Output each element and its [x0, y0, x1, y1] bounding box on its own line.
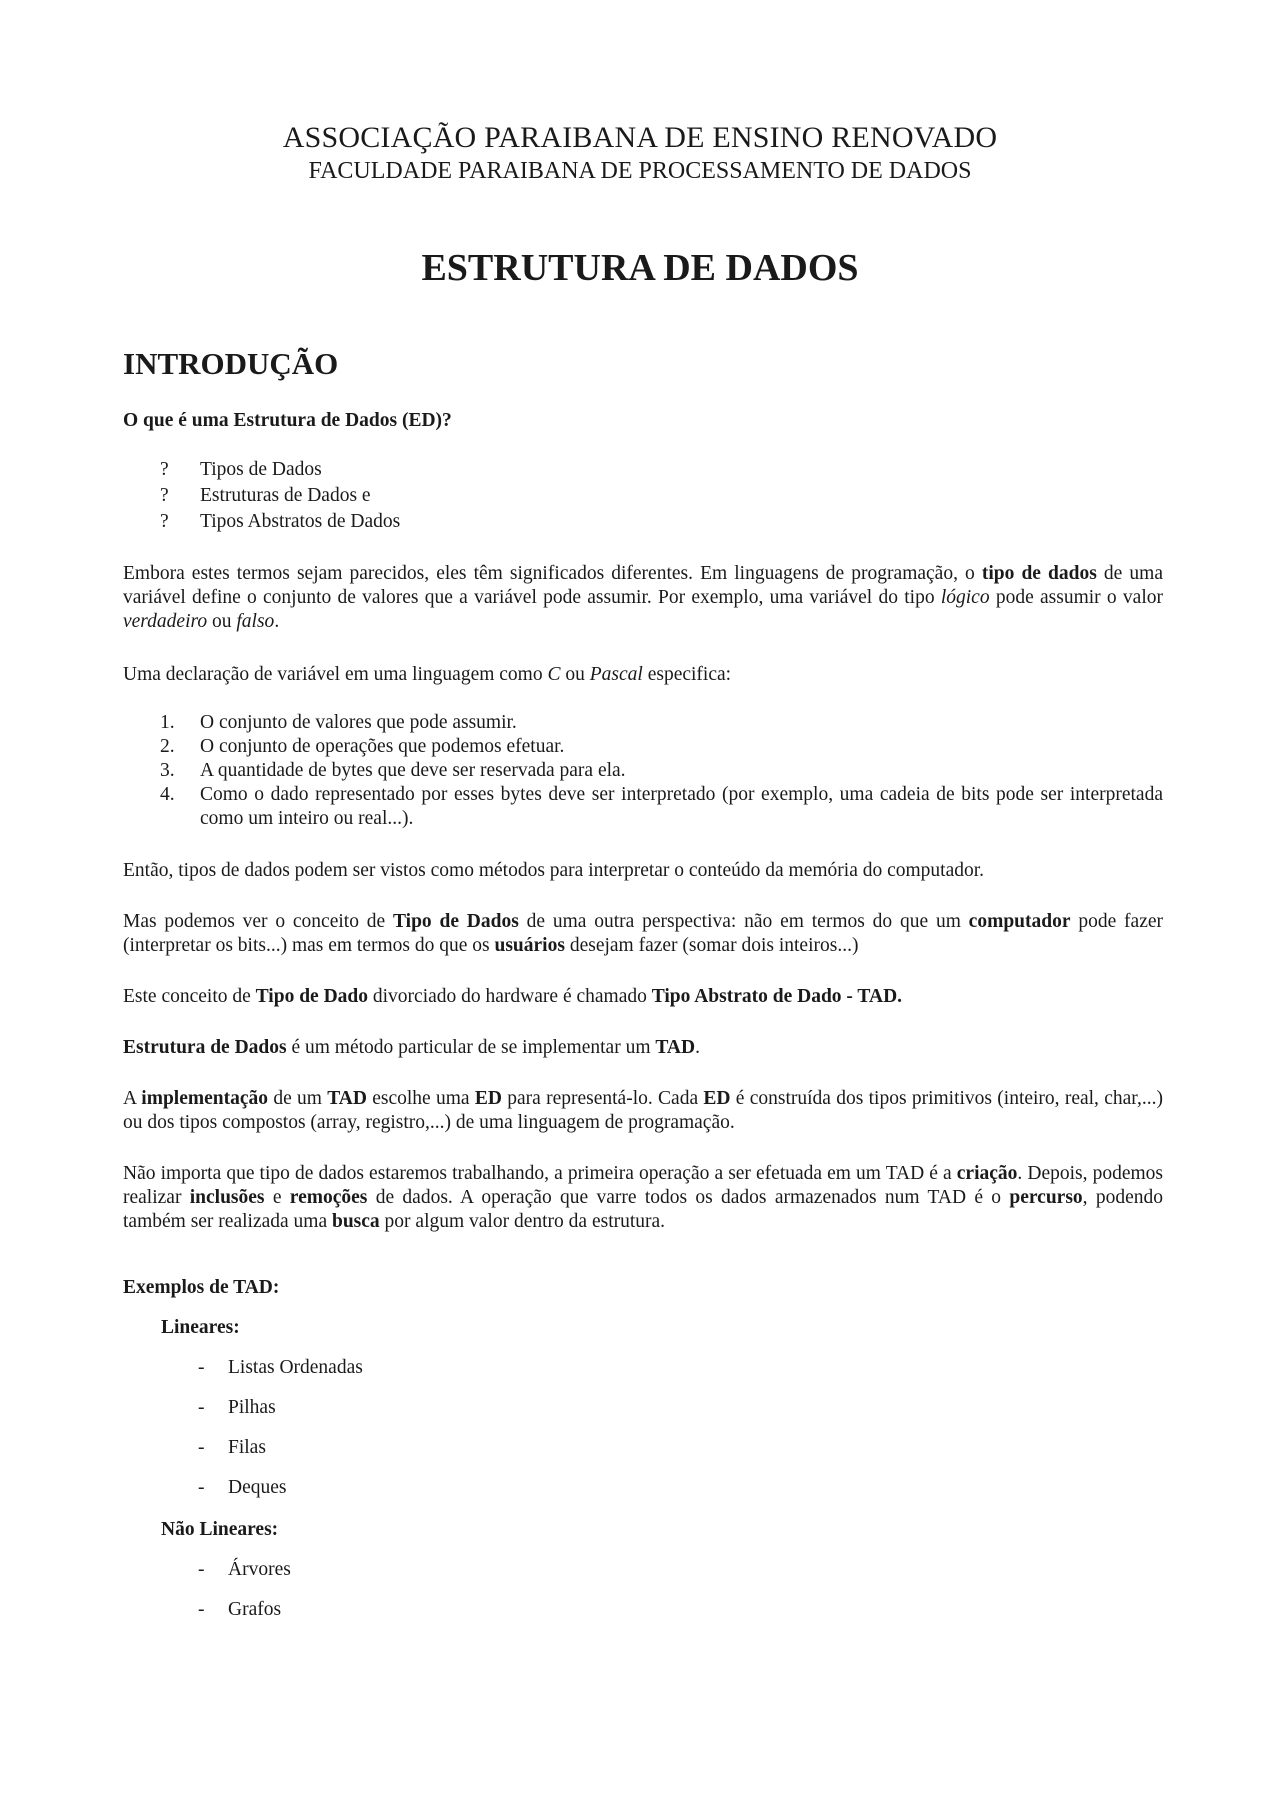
- list-marker: ?: [160, 485, 169, 506]
- list-dash: -: [198, 1357, 205, 1378]
- list-item-text: Grafos: [228, 1599, 282, 1620]
- list-item-text: Árvores: [228, 1559, 291, 1580]
- list-item-text: Tipos de Dados: [200, 459, 322, 480]
- list-item-text: O conjunto de valores que pode assumir.: [200, 712, 517, 733]
- paragraph-data-types: Embora estes termos sejam parecidos, eles têm significados diferentes. Em linguagens de programação, o tipo de dados de uma variável define o conjunto de valores que a variável pode assumir. Por exemplo, uma variável do tipo lógico pode assumir o valor verdadeiro ou falso.: [123, 563, 1163, 632]
- list-item: [160, 783, 1163, 831]
- list-item-text: Pilhas: [228, 1397, 276, 1418]
- linear-heading: Lineares:: [161, 1317, 240, 1338]
- list-marker: ?: [160, 511, 169, 532]
- list-item-text: Listas Ordenadas: [228, 1357, 363, 1378]
- list-item-text: Estruturas de Dados e: [200, 485, 371, 506]
- document-title: ESTRUTURA DE DADOS: [421, 247, 859, 289]
- list-number: 2.: [160, 736, 175, 757]
- nonlinear-heading: Não Lineares:: [161, 1519, 279, 1540]
- section-heading: INTRODUÇÃO: [123, 346, 339, 381]
- list-dash: -: [198, 1437, 205, 1458]
- list-item-text: Tipos Abstratos de Dados: [200, 511, 401, 532]
- declaration-list: [160, 711, 1163, 831]
- list-dash: -: [198, 1477, 205, 1498]
- paragraph-ed-definition: Estrutura de Dados é um método particular de se implementar um TAD.: [123, 1037, 700, 1058]
- list-item: [160, 711, 1163, 735]
- paragraph-implementation: A implementação de um TAD escolhe uma ED para representá-lo. Cada ED é construída dos tipos primitivos (inteiro, real, char,...) ou dos tipos compostos (array, registro,...) de uma linguagem de programação.: [123, 1088, 1163, 1133]
- list-number: 3.: [160, 760, 175, 781]
- faculty-name: FACULDADE PARAIBANA DE PROCESSAMENTO DE DADOS: [308, 158, 972, 184]
- list-item-text: Como o dado representado por esses bytes deve ser interpretado (por exemplo, uma cadeia de bits pode ser interpretada como um inteiro ou real...).: [200, 784, 1163, 829]
- list-number: 4.: [160, 784, 175, 805]
- list-dash: -: [198, 1397, 205, 1418]
- question-heading: O que é uma Estrutura de Dados (ED)?: [123, 410, 452, 431]
- list-item-text: O conjunto de operações que podemos efetuar.: [200, 736, 565, 757]
- list-item: [160, 735, 1163, 759]
- list-dash: -: [198, 1559, 205, 1580]
- institution-name: ASSOCIAÇÃO PARAIBANA DE ENSINO RENOVADO: [282, 121, 998, 154]
- list-item-text: Deques: [228, 1477, 287, 1498]
- paragraph-operations: Não importa que tipo de dados estaremos trabalhando, a primeira operação a ser efetuada em um TAD é a criação. Depois, podemos realizar inclusões e remoções de dados. A operação que varre todos os dados armazenados num TAD é o percurso, podendo também ser realizada uma busca por algum valor dentro da estrutura.: [123, 1163, 1164, 1232]
- list-item-text: A quantidade de bytes que deve ser reservada para ela.: [200, 760, 626, 781]
- paragraph-tad-definition: Este conceito de Tipo de Dado divorciado do hardware é chamado Tipo Abstrato de Dado - TAD.: [123, 986, 903, 1007]
- paragraph-declaration: Uma declaração de variável em uma linguagem como C ou Pascal especifica:: [123, 664, 732, 685]
- paragraph-interpretation: Então, tipos de dados podem ser vistos como métodos para interpretar o conteúdo da memória do computador.: [123, 860, 985, 881]
- list-number: 1.: [160, 712, 175, 733]
- list-marker: ?: [160, 459, 169, 480]
- list-item: [160, 759, 1163, 783]
- list-item-text: Filas: [228, 1437, 266, 1458]
- paragraph-perspective: Mas podemos ver o conceito de Tipo de Dados de uma outra perspectiva: não em termos do que um computador pode fazer (interpretar os bits...) mas em termos do que os usuários desejam fazer (somar dois inteiros...): [123, 911, 1164, 956]
- examples-heading: Exemplos de TAD:: [123, 1277, 280, 1298]
- list-dash: -: [198, 1599, 205, 1620]
